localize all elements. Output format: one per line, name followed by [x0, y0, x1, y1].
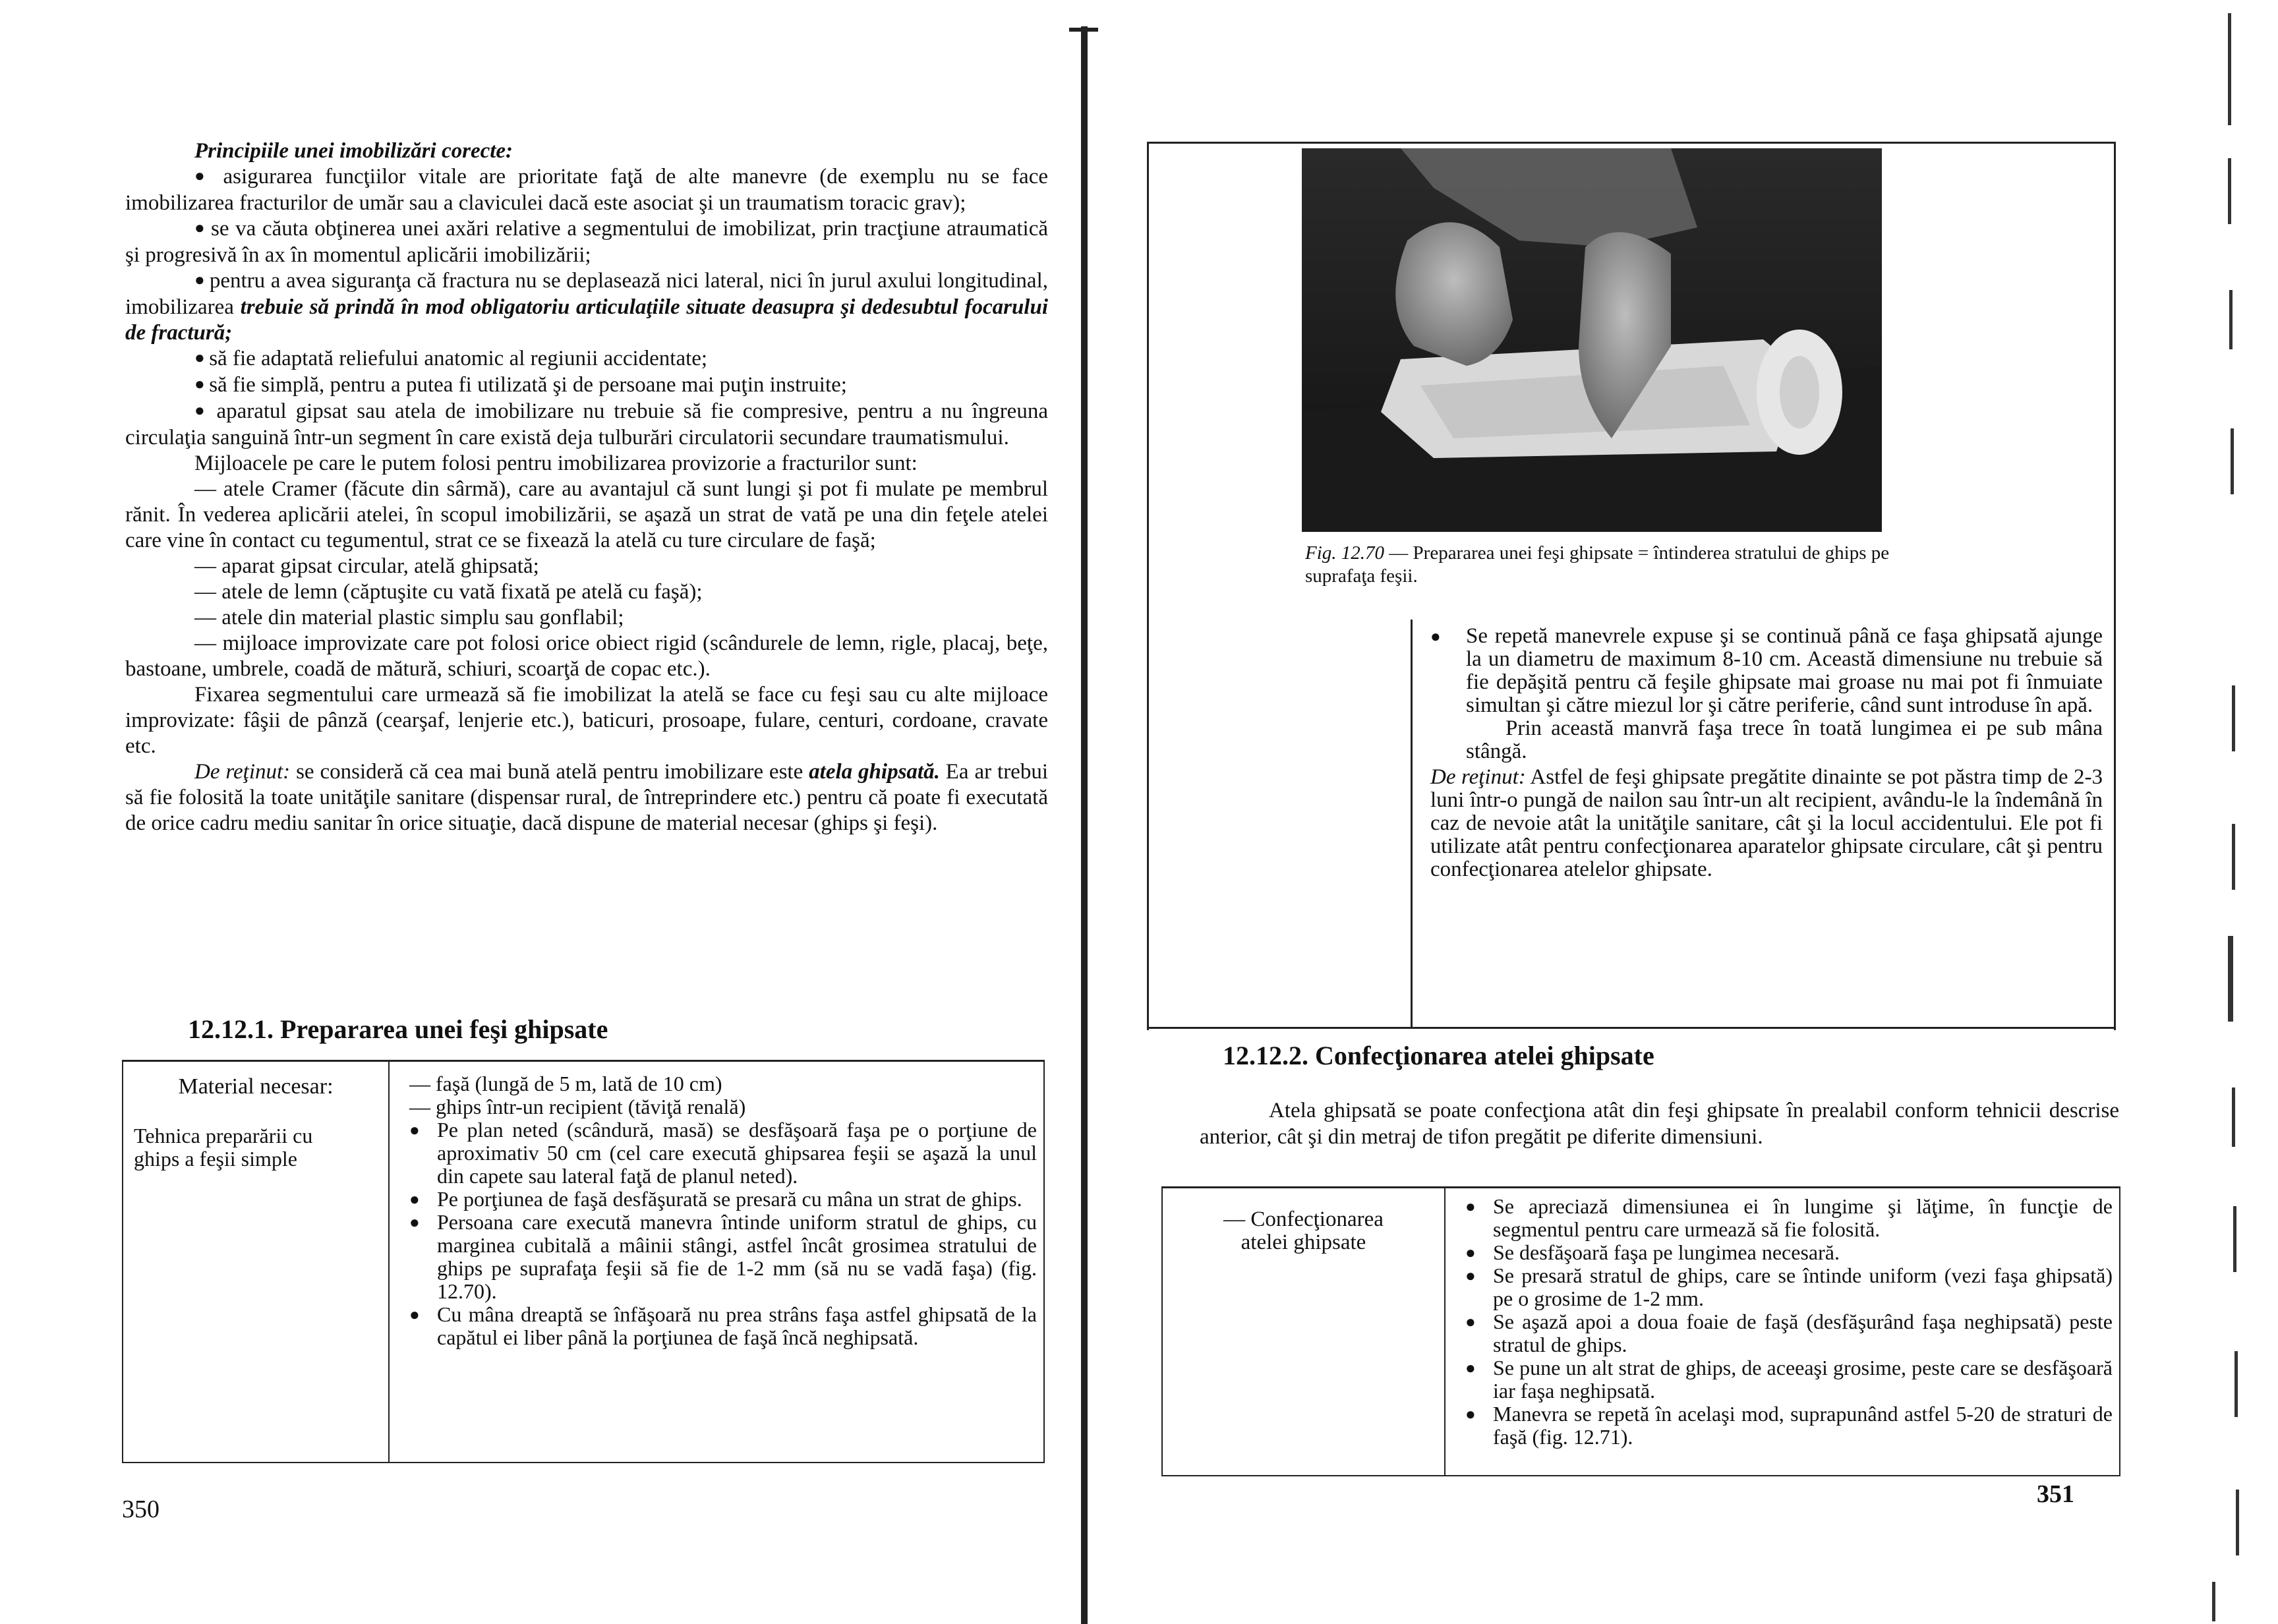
left-page	[0, 0, 1088, 1624]
principle-item: ● să fie adaptată reliefului anatomic al regiunii accidentate;	[125, 346, 1048, 372]
scan-edge-mark	[2232, 824, 2235, 890]
fixation-paragraph: Fixarea segmentului care urmează să fie imobilizat la atelă se face cu feşi sau cu alte mijloace improvizate: fâşii de pânză (cearşaf, lenjerie etc.), baticuri, prosoape, fulare, centuri, cordoane, cravate etc.	[125, 683, 1048, 758]
atela-step: ● Se desfăşoară faşa pe lungimea necesară.	[1465, 1241, 2113, 1264]
technique-step: ● Pe porţiunea de faşă desfăşurată se presară cu mâna un strat de ghips.	[409, 1188, 1037, 1211]
scan-edge-mark	[2233, 1206, 2236, 1272]
atela-label: — Confecţionarea atelei ghipsate	[1223, 1207, 1384, 1254]
means-item: — aparat gipsat circular, atelă ghipsată;	[194, 554, 539, 578]
table-content-cell	[389, 1061, 1044, 1463]
scan-edge-mark	[2229, 290, 2233, 349]
preparation-table	[122, 1060, 1045, 1463]
remember-emphasis: atela ghipsată.	[809, 760, 940, 784]
scan-edge-mark	[2228, 13, 2231, 125]
figure-label: Fig. 12.70	[1305, 542, 1385, 564]
section-heading-1: 12.12.1. Prepararea unei feşi ghipsate	[188, 1014, 608, 1044]
atela-step: ● Manevra se repetă în acelaşi mod, suprapunând astfel 5-20 de straturi de faşă (fig. 12.71).	[1465, 1403, 2113, 1449]
principle-item: ● se va căuta obţinerea unei axări relative a segmentului de imobilizat, prin tracţiune atraumatică şi progresivă în ax în momentul aplicării imobilizării;	[125, 216, 1048, 268]
scan-edge-mark	[2234, 1351, 2238, 1417]
material-item: — faşă (lungă de 5 m, lată de 10 cm)	[409, 1072, 722, 1095]
page-number-right: 351	[2037, 1480, 2074, 1508]
means-item: — atele Cramer (făcute din sârmă), care au avantajul că sunt lungi şi pot fi mulate pe membrul rănit. În vederea aplicării atelei, în scopul imobilizării, se aşază un strat de vată pe una din feţele atelei care vine în contact cu tegumentul, strat ce se fixează la atelă cu ture circulare de faşă;	[125, 477, 1048, 552]
principle-item: ● pentru a avea siguranţa că fractura nu se deplasează nici lateral, nici în jurul axului longitudinal, imobilizarea trebuie să prindă în mod obligatoriu articulaţiile situate deasupra şi dedesubtul focarului de fractură;	[125, 268, 1048, 346]
figure-bottom-rule	[1147, 1027, 2114, 1029]
book-spine-cap	[1069, 28, 1098, 32]
right-page	[1114, 0, 2278, 1624]
book-spine	[1081, 26, 1088, 1624]
scan-edge-mark	[2232, 685, 2235, 751]
section-heading-2: 12.12.2. Confecţionarea atelei ghipsate	[1223, 1041, 1654, 1070]
scan-edge-mark	[2232, 1088, 2235, 1147]
technique-label: Tehnica preparării cu ghips a feşii simple	[134, 1124, 313, 1171]
atela-intro: Atela ghipsată se poate confecţiona atât din feşi ghipsate în prealabil conform tehnicii descrise anterior, cât şi din metraj de tifon pregătit pe diferite dimensiuni.	[1200, 1099, 2119, 1149]
remember-paragraph: De reţinut: se consideră că cea mai bună atelă pentru imobilizare este atela ghipsată. Ea ar trebui să fie folosită la toate unităţile sanitare (dispensar rural, de întreprindere etc.) pentru că poate fi executată de orice cadru mediu sanitar în orice situaţie, dacă dispune de material necesar (ghips şi feşi).	[125, 760, 1049, 835]
figure-caption	[1305, 542, 1912, 588]
remember-label: De reţinut:	[194, 760, 291, 784]
page-number-left: 350	[122, 1495, 160, 1523]
atela-content-cell	[1445, 1188, 2120, 1476]
figure-photo	[1302, 148, 1882, 532]
principle-item: ● asigurarea funcţiilor vitale are prioritate faţă de alte manevre (de exemplu nu se face imobilizarea fracturilor de umăr sau a claviculei dacă este asociat şi un traumatism toracic grav);	[125, 164, 1048, 216]
technique-step: ● Persoana care execută manevra întinde uniform stratul de ghips, cu marginea cubitală a mâinii stângi, astfel încât grosimea stratului de ghips pe suprafaţa feşii să fie de 1-2 mm (să nu se vadă faşa) (fig. 12.70).	[409, 1211, 1037, 1303]
bullet-box-left-rule	[1411, 620, 1413, 1028]
material-item: — ghips într-un recipient (tăviţă renală)	[409, 1095, 746, 1118]
scan-edge-mark	[2236, 1490, 2239, 1555]
figure-bullet-text	[1430, 625, 2103, 881]
atela-label-cell	[1162, 1188, 1445, 1476]
figure-caption-text: — Prepararea unei feşi ghipsate = întinderea stratului de ghips pe suprafaţa feşii.	[1305, 542, 1890, 587]
table-label-cell	[123, 1061, 389, 1463]
maneuver-note: Prin această manvră faşa trece în toată lungimea ei pe sub mâna stângă.	[1466, 716, 2103, 763]
technique-step: ● Cu mâna dreaptă se înfăşoară nu prea strâns faşa astfel ghipsată de la capătul ei liber până la porţiunea de faşă încă neghipsată.	[409, 1303, 1037, 1349]
atela-step: ● Se presară stratul de ghips, care se întinde uniform (vezi faşa ghipsată) pe o grosime de 1-2 mm.	[1465, 1264, 2113, 1310]
means-intro: Mijloacele pe care le putem folosi pentru imobilizarea provizorie a fracturilor sunt:	[194, 451, 918, 475]
atela-step: ● Se pune un alt strat de ghips, de aceeaşi grosime, peste care se desfăşoară iar faşa neghipsată.	[1465, 1356, 2113, 1403]
remember-label-right: De reţinut:	[1430, 765, 1526, 789]
scan-edge-mark	[2231, 428, 2234, 494]
technique-step: ● Pe plan neted (scândură, masă) se desfăşoară faşa pe o porţiune de aproximativ 50 cm (cel care execută ghipsarea feşii se aşază la unul din capete sau lateral faţă de planul neted).	[409, 1118, 1037, 1188]
principle-item: ● aparatul gipsat sau atela de imobilizare nu trebuie să fie compresive, pentru a nu îngreuna circulaţia sanguină într-un segment în care există deja tulburări circulatorii secundare traumatismului.	[125, 399, 1048, 451]
means-item: — mijloace improvizate care pot folosi orice obiect rigid (scândurele de lemn, rigle, placaj, beţe, bastoane, umbrele, coadă de mătură, schiuri, scoarţă de copac etc.).	[125, 631, 1048, 681]
remember-paragraph-right: De reţinut: Astfel de feşi ghipsate pregătite dinainte se pot păstra timp de 2-3 luni într-o pungă de nailon sau într-un alt recipient, avându-le la îndemână în caz de nevoie atât la unităţile sanitare, cât şi la locul accidentului. Ele pot fi utilizate atât pentru confecţionarea aparatelor ghipsate circulare, cât şi pentru confecţionarea atelelor ghipsate.	[1430, 765, 2103, 881]
principle-emphasis: trebuie să prindă în mod obligatoriu articulaţiile situate deasupra şi dedesubtul focarului de fractură;	[125, 295, 1048, 345]
means-item: — atele de lemn (căptuşite cu vată fixată pe atelă cu faşă);	[194, 580, 703, 604]
scan-edge-mark	[2228, 158, 2231, 224]
principles-title: Principiile unei imobilizări corecte:	[194, 139, 513, 163]
scan-edge-mark	[2228, 936, 2233, 1022]
principle-item: ● să fie simplă, pentru a putea fi utilizată şi de persoane mai puţin instruite;	[125, 372, 1048, 399]
atela-step: ● Se apreciază dimensiunea ei în lungime şi lăţime, în funcţie de segmentul pentru care urmează să fie folosită.	[1465, 1195, 2113, 1241]
atela-table	[1161, 1186, 2120, 1476]
scan-edge-mark	[2212, 1582, 2215, 1621]
means-item: — atele din material plastic simplu sau gonflabil;	[194, 606, 624, 629]
repeat-maneuver-paragraph: ● Se repetă manevrele expuse şi se continuă până ce faşa ghipsată ajunge la un diametru de maximum 8-10 cm. Această dimensiune nu trebuie să fie depăşită pentru că feşile ghipsate mai groase nu mai pot fi înmuiate simultan şi către miezul lor şi către periferie, când sunt introduse în apă.	[1430, 624, 2103, 717]
material-label: Material necesar:	[178, 1074, 334, 1099]
atela-step: ● Se aşază apoi a doua foaie de faşă (desfăşurând faşa neghipsată) peste stratul de ghips.	[1465, 1310, 2113, 1356]
principles-block	[125, 138, 1048, 836]
